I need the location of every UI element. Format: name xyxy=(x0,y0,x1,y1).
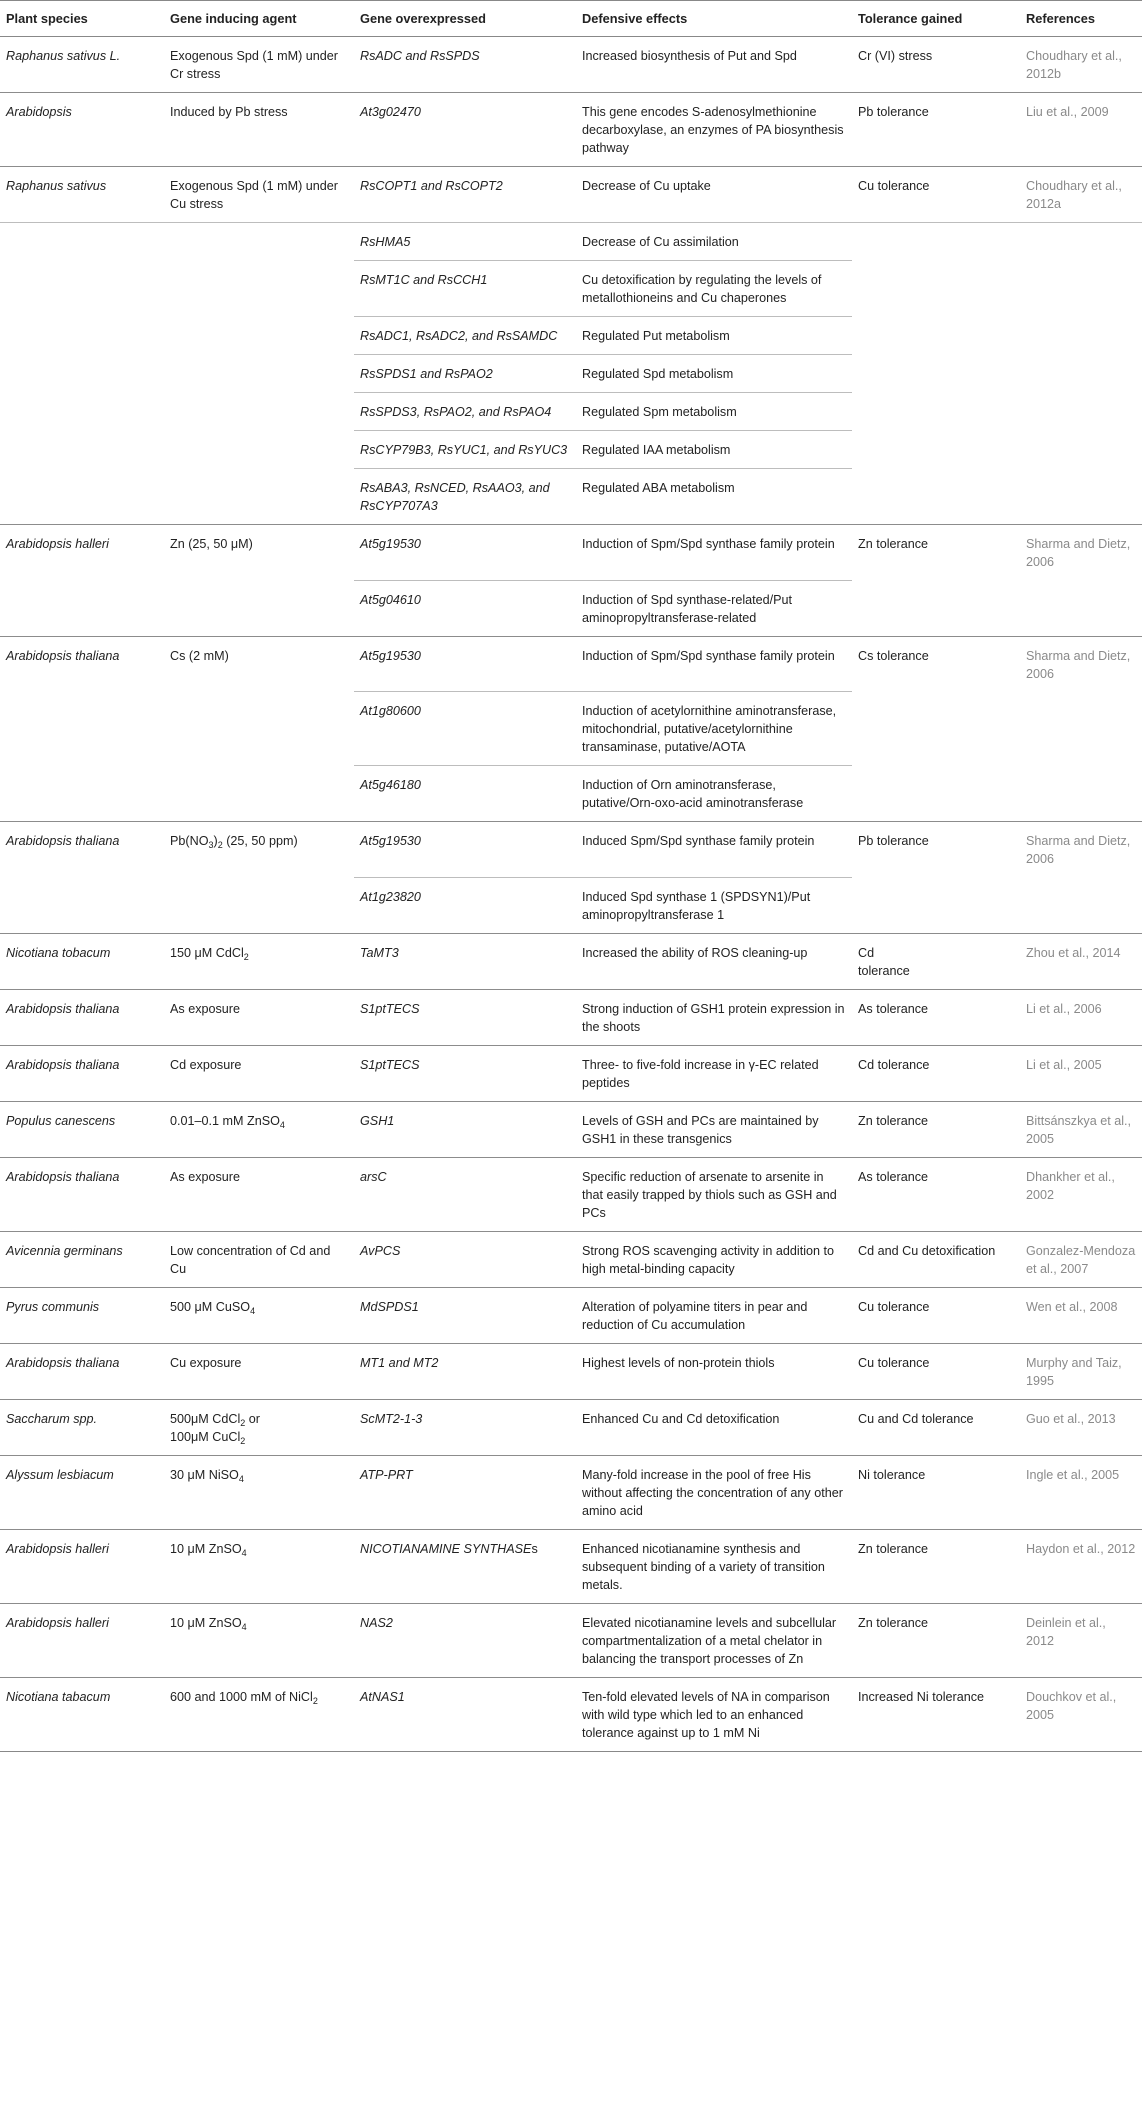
table-row xyxy=(0,822,1142,878)
cell-effect: Induced Spm/Spd synthase family protein xyxy=(576,822,852,878)
header-references: References xyxy=(1020,1,1142,37)
cell-effect: Levels of GSH and PCs are maintained by GSH1 in these transgenics xyxy=(576,1101,852,1157)
cell-tolerance xyxy=(852,692,1020,766)
agent-text: Pb(NO xyxy=(170,834,209,848)
table-row xyxy=(0,93,1142,167)
cell-agent xyxy=(164,1455,354,1529)
cell-reference: Choudhary et al., 2012b xyxy=(1020,37,1142,93)
agent-subscript: 4 xyxy=(250,1305,256,1316)
table-row xyxy=(0,1677,1142,1751)
cell-agent xyxy=(164,393,354,431)
cell-tolerance: Cu tolerance xyxy=(852,1343,1020,1399)
cell-tolerance xyxy=(852,355,1020,393)
cell-reference: Wen et al., 2008 xyxy=(1020,1287,1142,1343)
cell-agent: Cd exposure xyxy=(164,1045,354,1101)
cell-gene: RsADC1, RsADC2, and RsSAMDC xyxy=(354,317,576,355)
cell-effect: Strong induction of GSH1 protein expression in the shoots xyxy=(576,989,852,1045)
cell-reference: Liu et al., 2009 xyxy=(1020,93,1142,167)
cell-gene: TaMT3 xyxy=(354,933,576,989)
cell-effect: Induced Spd synthase 1 (SPDSYN1)/Put aminopropyltransferase 1 xyxy=(576,877,852,933)
cell-species: Arabidopsis halleri xyxy=(0,1603,164,1677)
table-row xyxy=(0,167,1142,223)
cell-species xyxy=(0,431,164,469)
agent-text: 500μM CdCl xyxy=(170,1411,241,1426)
cell-gene: MdSPDS1 xyxy=(354,1287,576,1343)
cell-agent xyxy=(164,355,354,393)
cell-species: Pyrus communis xyxy=(0,1287,164,1343)
cell-effect: Cu detoxification by regulating the levels of metallothioneins and Cu chaperones xyxy=(576,261,852,317)
cell-reference xyxy=(1020,692,1142,766)
cell-gene: At3g02470 xyxy=(354,93,576,167)
cell-agent: Low concentration of Cd and Cu xyxy=(164,1231,354,1287)
cell-agent xyxy=(164,580,354,636)
agent-subscript: 4 xyxy=(279,1119,285,1130)
cell-gene: At5g19530 xyxy=(354,636,576,692)
cell-reference: Zhou et al., 2014 xyxy=(1020,933,1142,989)
cell-gene: At1g80600 xyxy=(354,692,576,766)
cell-species: Arabidopsis halleri xyxy=(6,537,109,551)
cell-gene xyxy=(354,1529,576,1603)
cell-gene: At5g19530 xyxy=(354,525,576,581)
cell-effect: Elevated nicotianamine levels and subcellular compartmentalization of a metal chelator in balancing the transport processes of Zn xyxy=(576,1603,852,1677)
table-row xyxy=(0,393,1142,431)
cell-species: Arabidopsis xyxy=(0,93,164,167)
cell-reference: Sharma and Dietz, 2006 xyxy=(1026,648,1131,681)
cell-effect: Regulated Spd metabolism xyxy=(576,355,852,393)
cell-agent xyxy=(164,1399,354,1455)
cell-tolerance: Cd tolerance xyxy=(852,1045,1020,1101)
table-row xyxy=(0,989,1142,1045)
cell-species: Arabidopsis thaliana xyxy=(6,834,120,848)
cell-gene: RsCOPT1 and RsCOPT2 xyxy=(354,167,576,223)
table-row xyxy=(0,636,1142,692)
header-plant-species: Plant species xyxy=(0,1,164,37)
cell-reference: Gonzalez-Mendoza et al., 2007 xyxy=(1020,1231,1142,1287)
agent-subscript: 4 xyxy=(241,1621,247,1632)
cell-species: Avicennia germinans xyxy=(0,1231,164,1287)
agent-subscript: 2 xyxy=(312,1695,318,1706)
cell-gene: S1ptTECS xyxy=(354,989,576,1045)
cell-effect: Decrease of Cu uptake xyxy=(576,167,852,223)
cell-gene: arsC xyxy=(354,1157,576,1231)
agent-text: 0.01–0.1 mM ZnSO xyxy=(170,1113,280,1128)
cell-reference xyxy=(1020,766,1142,822)
cell-species xyxy=(0,261,164,317)
cell-tolerance xyxy=(852,393,1020,431)
cell-reference xyxy=(1020,355,1142,393)
cell-effect: Alteration of polyamine titers in pear and reduction of Cu accumulation xyxy=(576,1287,852,1343)
table-row xyxy=(0,1045,1142,1101)
cell-effect: Decrease of Cu assimilation xyxy=(576,223,852,261)
header-defensive-effects: Defensive effects xyxy=(576,1,852,37)
cell-species: Arabidopsis halleri xyxy=(0,1529,164,1603)
cell-agent: $Pb(NO_3)_2$ (25, 50 ppm) xyxy=(170,834,298,850)
cell-reference xyxy=(1020,580,1142,636)
table-row xyxy=(0,1399,1142,1455)
agent-subscript: 2 xyxy=(240,1435,246,1446)
cell-effect: Regulated Spm metabolism xyxy=(576,393,852,431)
table-row xyxy=(0,1101,1142,1157)
cell-gene: GSH1 xyxy=(354,1101,576,1157)
cell-gene: AtNAS1 xyxy=(354,1677,576,1751)
cell-gene: At1g23820 xyxy=(354,877,576,933)
cell-gene: NAS2 xyxy=(354,1603,576,1677)
header-row xyxy=(0,1,1142,37)
cell-reference: Murphy and Taiz, 1995 xyxy=(1020,1343,1142,1399)
cell-tolerance: Increased Ni tolerance xyxy=(852,1677,1020,1751)
cell-reference: Douchkov et al., 2005 xyxy=(1020,1677,1142,1751)
cell-reference: Sharma and Dietz, 2006 xyxy=(1026,537,1131,569)
cell-tolerance xyxy=(852,877,1020,933)
cell-reference: Li et al., 2006 xyxy=(1020,989,1142,1045)
cell-effect: Enhanced nicotianamine synthesis and subsequent binding of a variety of transition metals. xyxy=(576,1529,852,1603)
cell-reference: Li et al., 2005 xyxy=(1020,1045,1142,1101)
cell-species xyxy=(0,317,164,355)
header-gene-inducing-agent: Gene inducing agent xyxy=(164,1,354,37)
cell-agent: Zn (25, 50 μM) xyxy=(170,537,253,551)
cell-effect: Highest levels of non-protein thiols xyxy=(576,1343,852,1399)
cell-species: Arabidopsis thaliana xyxy=(6,648,120,663)
cell-species xyxy=(0,223,164,261)
cell-agent xyxy=(164,431,354,469)
cell-effect: Regulated ABA metabolism xyxy=(576,469,852,525)
cell-agent xyxy=(164,877,354,933)
cell-agent xyxy=(164,261,354,317)
cell-tolerance xyxy=(852,469,1020,525)
cell-effect: Specific reduction of arsenate to arsenite in that easily trapped by thiols such as GSH and PCs xyxy=(576,1157,852,1231)
cell-effect: Increased biosynthesis of Put and Spd xyxy=(576,37,852,93)
cell-agent xyxy=(164,1603,354,1677)
cell-species xyxy=(0,766,164,822)
cell-effect: Increased the ability of ROS cleaning-up xyxy=(576,933,852,989)
cell-tolerance: Cu and Cd tolerance xyxy=(852,1399,1020,1455)
cell-agent xyxy=(164,766,354,822)
cell-species xyxy=(0,469,164,525)
agent-subscript: 3 xyxy=(208,840,214,850)
cell-species: Arabidopsis thaliana xyxy=(0,1343,164,1399)
cell-agent xyxy=(164,692,354,766)
cell-gene: RsSPDS1 and RsPAO2 xyxy=(354,355,576,393)
agent-subscript: 2 xyxy=(243,951,249,962)
cell-agent xyxy=(164,317,354,355)
cell-tolerance: Zn tolerance xyxy=(852,1529,1020,1603)
cell-species: Alyssum lesbiacum xyxy=(0,1455,164,1529)
cell-tolerance xyxy=(852,766,1020,822)
cell-reference xyxy=(1020,223,1142,261)
table-row xyxy=(0,1455,1142,1529)
cell-reference: Sharma and Dietz, 2006 xyxy=(1026,834,1131,866)
cell-reference: Guo et al., 2013 xyxy=(1020,1399,1142,1455)
cell-reference: Choudhary et al., 2012a xyxy=(1020,167,1142,223)
cell-effect: Regulated IAA metabolism xyxy=(576,431,852,469)
table-row xyxy=(0,1231,1142,1287)
table-row xyxy=(0,1529,1142,1603)
cell-gene: At5g46180 xyxy=(354,766,576,822)
cell-tolerance xyxy=(852,223,1020,261)
table-row xyxy=(0,1287,1142,1343)
cell-tolerance: Zn tolerance xyxy=(858,537,929,551)
table-row xyxy=(0,692,1142,766)
table-row xyxy=(0,37,1142,93)
cell-reference xyxy=(1020,261,1142,317)
cell-agent xyxy=(164,1101,354,1157)
agent-subscript: 2 xyxy=(217,840,223,850)
cell-species xyxy=(0,393,164,431)
cell-species: Arabidopsis thaliana xyxy=(0,1157,164,1231)
cell-agent: As exposure xyxy=(164,989,354,1045)
cell-gene: RsCYP79B3, RsYUC1, and RsYUC3 xyxy=(354,431,576,469)
cell-tolerance: Zn tolerance xyxy=(852,1603,1020,1677)
cell-agent xyxy=(164,1529,354,1603)
cell-species: Populus canescens xyxy=(0,1101,164,1157)
cell-reference xyxy=(1020,431,1142,469)
cell-agent: Cs (2 mM) xyxy=(170,648,229,663)
cell-effect: Regulated Put metabolism xyxy=(576,317,852,355)
cell-agent: Exogenous Spd (1 mM) under Cu stress xyxy=(164,167,354,223)
cell-reference: Ingle et al., 2005 xyxy=(1020,1455,1142,1529)
cell-tolerance: Cd tolerance xyxy=(852,933,1020,989)
cell-agent: Cu exposure xyxy=(164,1343,354,1399)
cell-reference xyxy=(1020,877,1142,933)
cell-effect: Induction of Spm/Spd synthase family protein xyxy=(576,636,852,692)
cell-agent xyxy=(164,1287,354,1343)
cell-tolerance xyxy=(852,261,1020,317)
agent-text: 100μM CuCl xyxy=(170,1429,241,1444)
agent-text: (25, 50 ppm) xyxy=(222,834,298,848)
cell-species xyxy=(0,692,164,766)
cell-gene: RsABA3, RsNCED, RsAAO3, and RsCYP707A3 xyxy=(354,469,576,525)
cell-effect: Enhanced Cu and Cd detoxification xyxy=(576,1399,852,1455)
table-row xyxy=(0,877,1142,933)
table-row xyxy=(0,933,1142,989)
cell-gene: ScMT2-1-3 xyxy=(354,1399,576,1455)
agent-subscript: 4 xyxy=(238,1473,244,1484)
agent-text: 600 and 1000 mM of NiCl xyxy=(170,1689,313,1704)
cell-effect: Induction of Spd synthase-related/Put aminopropyltransferase-related xyxy=(576,580,852,636)
cell-species: Arabidopsis thaliana xyxy=(0,1045,164,1101)
cell-tolerance: Pb tolerance xyxy=(852,93,1020,167)
cell-gene: MT1 and MT2 xyxy=(354,1343,576,1399)
table-row xyxy=(0,355,1142,393)
cell-gene: RsMT1C and RsCCH1 xyxy=(354,261,576,317)
cell-effect: Ten-fold elevated levels of NA in comparison with wild type which led to an enhanced tolerance against up to 1 mM Ni xyxy=(576,1677,852,1751)
cell-tolerance: As tolerance xyxy=(852,1157,1020,1231)
cell-tolerance: Cu tolerance xyxy=(852,167,1020,223)
cell-species: Saccharum spp. xyxy=(0,1399,164,1455)
table-row xyxy=(0,1603,1142,1677)
cell-effect: Induction of Orn aminotransferase, putative/Orn-oxo-acid aminotransferase xyxy=(576,766,852,822)
cell-gene: AvPCS xyxy=(354,1231,576,1287)
cell-gene: RsHMA5 xyxy=(354,223,576,261)
cell-tolerance: Cr (VI) stress xyxy=(852,37,1020,93)
table-row xyxy=(0,317,1142,355)
cell-gene: ATP-PRT xyxy=(354,1455,576,1529)
cell-species: Nicotiana tobacum xyxy=(0,933,164,989)
cell-species: Arabidopsis thaliana xyxy=(0,989,164,1045)
header-tolerance-gained: Tolerance gained xyxy=(852,1,1020,37)
cell-gene: At5g19530 xyxy=(354,822,576,878)
agent-text: 10 μM ZnSO xyxy=(170,1541,242,1556)
gene-suffix: s xyxy=(531,1541,538,1556)
cell-reference: Bittsánszkya et al., 2005 xyxy=(1020,1101,1142,1157)
table-row xyxy=(0,1157,1142,1231)
cell-effect: Strong ROS scavenging activity in addition to high metal-binding capacity xyxy=(576,1231,852,1287)
cell-effect: This gene encodes S-adenosylmethionine decarboxylase, an enzymes of PA biosynthesis pathway xyxy=(576,93,852,167)
cell-tolerance: Cs tolerance xyxy=(858,648,929,663)
cell-gene: At5g04610 xyxy=(354,580,576,636)
cell-agent xyxy=(164,1677,354,1751)
header-gene-overexpressed: Gene overexpressed xyxy=(354,1,576,37)
cell-gene: RsADC and RsSPDS xyxy=(354,37,576,93)
agent-text: 30 μM NiSO xyxy=(170,1467,239,1482)
table-row xyxy=(0,580,1142,636)
cell-agent: Exogenous Spd (1 mM) under Cr stress xyxy=(164,37,354,93)
cell-tolerance: Ni tolerance xyxy=(852,1455,1020,1529)
gene-text: NICOTIANAMINE SYNTHASE xyxy=(360,1541,532,1556)
cell-agent xyxy=(164,223,354,261)
agent-subscript: 4 xyxy=(241,1547,247,1558)
cell-species xyxy=(0,355,164,393)
cell-reference: Haydon et al., 2012 xyxy=(1020,1529,1142,1603)
cell-species xyxy=(0,580,164,636)
agent-subscript: 2 xyxy=(240,1417,246,1428)
cell-reference: Dhankher et al., 2002 xyxy=(1020,1157,1142,1231)
cell-effect: Induction of Spm/Spd synthase family protein xyxy=(576,525,852,581)
table-row xyxy=(0,431,1142,469)
agent-text: 10 μM ZnSO xyxy=(170,1615,242,1630)
cell-tolerance xyxy=(852,317,1020,355)
table-row xyxy=(0,766,1142,822)
cell-tolerance: As tolerance xyxy=(852,989,1020,1045)
cell-reference xyxy=(1020,317,1142,355)
cell-reference: Deinlein et al., 2012 xyxy=(1020,1603,1142,1677)
cell-reference xyxy=(1020,393,1142,431)
cell-species: Raphanus sativus L. xyxy=(0,37,164,93)
table-row xyxy=(0,261,1142,317)
cell-gene: RsSPDS3, RsPAO2, and RsPAO4 xyxy=(354,393,576,431)
cell-reference xyxy=(1020,469,1142,525)
cell-tolerance: Cu tolerance xyxy=(852,1287,1020,1343)
cell-gene: S1ptTECS xyxy=(354,1045,576,1101)
cell-species: Nicotiana tabacum xyxy=(0,1677,164,1751)
cell-tolerance xyxy=(852,431,1020,469)
cell-effect: Induction of acetylornithine aminotransferase, mitochondrial, putative/acetylornithine transaminase, putative/AOTA xyxy=(576,692,852,766)
cell-tolerance xyxy=(852,580,1020,636)
table-row xyxy=(0,1343,1142,1399)
agent-text: or xyxy=(245,1411,260,1426)
cell-effect: Many-fold increase in the pool of free His without affecting the concentration of any other amino acid xyxy=(576,1455,852,1529)
table-row xyxy=(0,525,1142,581)
cell-species: Raphanus sativus xyxy=(0,167,164,223)
cell-tolerance: Pb tolerance xyxy=(858,834,929,848)
cell-tolerance: Cd and Cu detoxification xyxy=(852,1231,1020,1287)
cell-agent: Induced by Pb stress xyxy=(164,93,354,167)
agent-text: 150 μM CdCl xyxy=(170,945,244,960)
cell-tolerance: Zn tolerance xyxy=(852,1101,1020,1157)
cell-effect: Three- to five-fold increase in γ-EC related peptides xyxy=(576,1045,852,1101)
cell-agent: As exposure xyxy=(164,1157,354,1231)
cell-species xyxy=(0,877,164,933)
table-row xyxy=(0,469,1142,525)
agent-text: 500 μM CuSO xyxy=(170,1299,251,1314)
cell-agent xyxy=(164,933,354,989)
table-row xyxy=(0,223,1142,261)
cell-agent xyxy=(164,469,354,525)
